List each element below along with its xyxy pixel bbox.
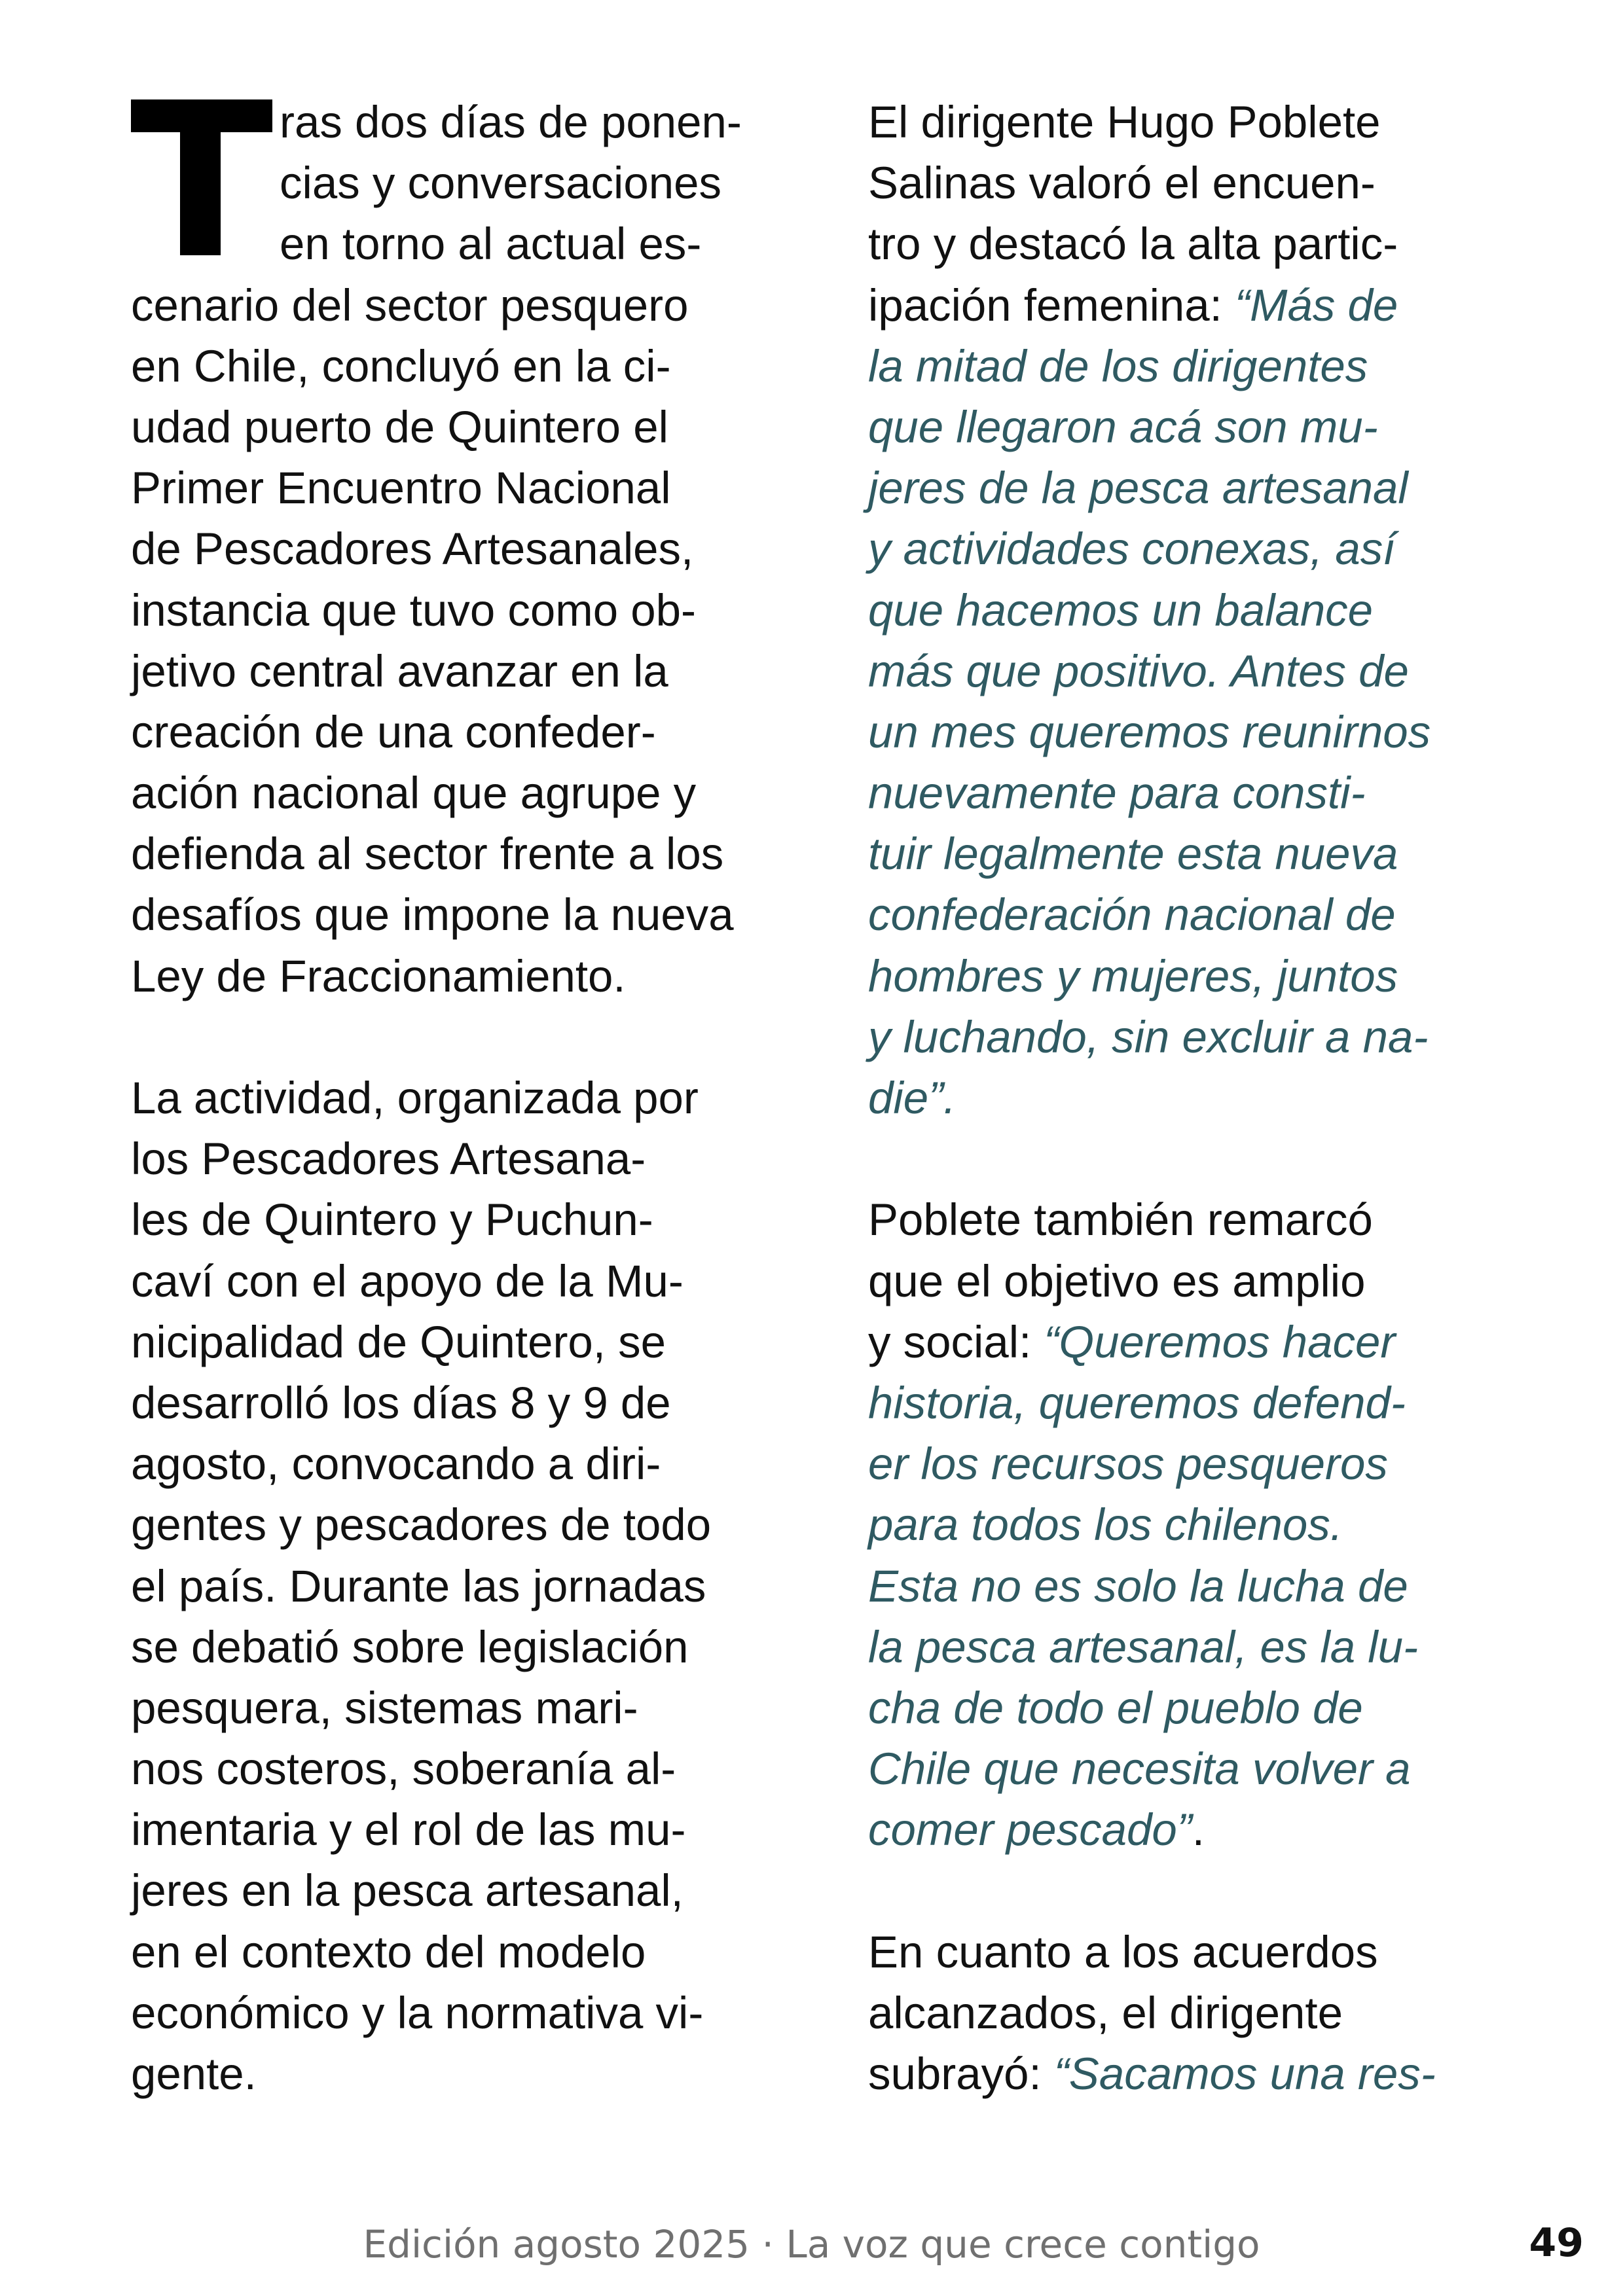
quote-line: nuevamente para consti- — [868, 768, 1366, 819]
text-line: los Pescadores Artesana- — [131, 1134, 646, 1185]
text-line: creación de una confeder- — [131, 706, 656, 757]
text-line: en torno al actual es- — [280, 219, 702, 270]
text-line: udad puerto de Quintero el — [131, 401, 668, 452]
quote-line: hombres y mujeres, juntos — [868, 950, 1398, 1001]
text-line: que el objetivo es amplio — [868, 1255, 1366, 1306]
plain-text: subrayó: — [868, 2049, 1054, 2099]
text-line: gentes y pescadores de todo — [131, 1499, 712, 1551]
left-column — [131, 92, 786, 2104]
text-line: desafíos que impone la nueva — [131, 889, 734, 941]
quote-text: “Más de — [1235, 279, 1398, 331]
paragraph-gap — [131, 1007, 786, 1067]
right-column — [868, 92, 1523, 2104]
text-line: Poblete también remarcó — [868, 1194, 1373, 1246]
quote-line: Esta no es solo la lucha de — [868, 1560, 1408, 1611]
text-line: imentaria y el rol de las mu- — [131, 1804, 686, 1856]
text-line: agosto, convocando a diri- — [131, 1439, 661, 1490]
paragraph-gap — [868, 1128, 1523, 1189]
plain-text: ipación femenina: — [868, 279, 1235, 331]
quote-line: jeres de la pesca artesanal — [868, 463, 1408, 514]
quote-line: er los recursos pesqueros — [868, 1439, 1388, 1490]
footer-edition: Edición agosto 2025 · La voz que crece contigo — [363, 2222, 1260, 2267]
text-line: en Chile, concluyó en la ci- — [131, 340, 671, 391]
text-line: alcanzados, el dirigente — [868, 1987, 1343, 2038]
text-line: tro y destacó la alta partic- — [868, 219, 1398, 270]
quote-line: que hacemos un balance — [868, 584, 1374, 636]
quote-line: la pesca artesanal, es la lu- — [868, 1621, 1418, 1672]
quote-line: que llegaron acá son mu- — [868, 401, 1378, 452]
text-line: instancia que tuvo como ob- — [131, 584, 697, 636]
quote-line: para todos los chilenos. — [868, 1499, 1343, 1551]
quote-line: cha de todo el pueblo de — [868, 1682, 1363, 1733]
text-line: Salinas valoró el encuen- — [868, 158, 1376, 209]
quote-line: un mes queremos reunirnos — [868, 706, 1431, 757]
text-line: ras dos días de ponen- — [280, 97, 742, 147]
text-line: jetivo central avanzar en la — [131, 645, 668, 696]
text-line — [868, 1799, 1523, 1860]
text-line — [868, 1312, 1523, 1372]
quote-line: la mitad de los dirigentes — [868, 340, 1368, 391]
text-line: el país. Durante las jornadas — [131, 1560, 706, 1611]
text-line: les de Quintero y Puchun- — [131, 1194, 653, 1246]
text-line: de Pescadores Artesanales, — [131, 524, 694, 575]
plain-text: y social: — [868, 1316, 1044, 1367]
text-line: en el contexto del modelo — [131, 1926, 646, 1977]
text-line: se debatió sobre legislación — [131, 1621, 689, 1672]
text-line: nicipalidad de Quintero, se — [131, 1316, 666, 1367]
text-line: nos costeros, soberanía al- — [131, 1744, 676, 1795]
text-line: cenario del sector pesquero — [131, 279, 689, 331]
quote-line: más que positivo. Antes de — [868, 645, 1409, 696]
text-line: defienda al sector frente a los — [131, 829, 724, 880]
quote-text: comer pescado” — [868, 1804, 1192, 1856]
quote-line: die”. — [868, 1073, 957, 1123]
page-number: 49 — [1529, 2220, 1584, 2266]
plain-text: . — [1192, 1804, 1205, 1856]
text-line: El dirigente Hugo Poblete — [868, 97, 1381, 147]
paragraph-gap — [868, 1860, 1523, 1921]
quote-text: “Queremos hacer — [1044, 1316, 1396, 1367]
text-line: desarrolló los días 8 y 9 de — [131, 1377, 671, 1428]
text-line: En cuanto a los acuerdos — [868, 1926, 1378, 1977]
text-line: caví con el apoyo de la Mu- — [131, 1255, 684, 1306]
text-line: La actividad, organizada por — [131, 1073, 699, 1123]
text-line: jeres en la pesca artesanal, — [131, 1865, 684, 1916]
text-line — [868, 2043, 1523, 2104]
text-line — [868, 275, 1523, 336]
text-line: gente. — [131, 2049, 257, 2099]
quote-line: confederación nacional de — [868, 889, 1396, 941]
quote-line: y actividades conexas, así — [868, 524, 1396, 575]
quote-text: “Sacamos una res- — [1053, 2049, 1436, 2099]
text-line: Ley de Fraccionamiento. — [131, 950, 626, 1001]
text-line: pesquera, sistemas mari- — [131, 1682, 638, 1733]
quote-line: y luchando, sin excluir a na- — [868, 1011, 1429, 1062]
text-line: ación nacional que agrupe y — [131, 768, 697, 819]
quote-line: tuir legalmente esta nueva — [868, 829, 1398, 880]
text-line: Primer Encuentro Nacional — [131, 463, 671, 514]
quote-line: historia, queremos defend- — [868, 1377, 1406, 1428]
text-line: cias y conversaciones — [280, 158, 721, 209]
text-line: económico y la normativa vi- — [131, 1987, 704, 2038]
quote-line: Chile que necesita volver a — [868, 1744, 1411, 1795]
